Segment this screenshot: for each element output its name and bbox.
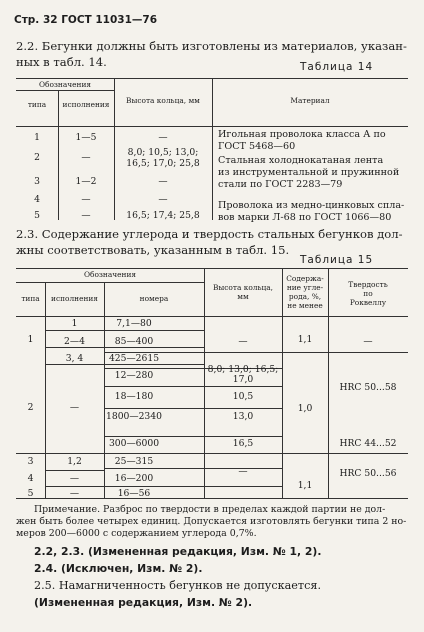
page-header: Стр. 32 ГОСТ 11031—76 <box>14 14 158 26</box>
paragraph-2-5: 2.5. Намагниченность бегунков не допускается. <box>34 579 321 592</box>
edition-note-1: 2.2, 2.3. (Измененная редакция, Изм. № 1, 2). <box>34 545 322 558</box>
edition-note-2: 2.4. (Исключен, Изм. № 2). <box>34 562 203 575</box>
paragraph-2-2: 2.2. Бегунки должны быть изготовлены из материалов, указан- ных в табл. 14. <box>16 39 407 69</box>
table-15-caption: Таблица 15 <box>300 254 374 266</box>
table-note: Примечание. Разброс по твердости в пределах каждой партии не дол- жен быть более четырех единиц. Допускается изготовлять бегунки типа 2 но- меров 200—6000 с содержанием углерода 0,7%. <box>16 504 407 539</box>
edition-note-3: (Измененная редакция, Изм. № 2). <box>34 596 253 609</box>
table-14-caption: Таблица 14 <box>300 61 374 73</box>
material-1: Игольная проволока класса А по ГОСТ 5468—60 <box>218 129 386 152</box>
material-2: Стальная холоднокатаная лента из инструментальной и пружинной стали по ГОСТ 2283—79 <box>218 155 400 190</box>
material-3: Проволока из медно-цинковых спла- вов марки Л-68 по ГОСТ 1066—80 <box>218 200 405 223</box>
paragraph-2-3: 2.3. Содержание углерода и твердость стальных бегунков дол- жны соответствовать, указанным в табл. 15. <box>16 227 403 257</box>
